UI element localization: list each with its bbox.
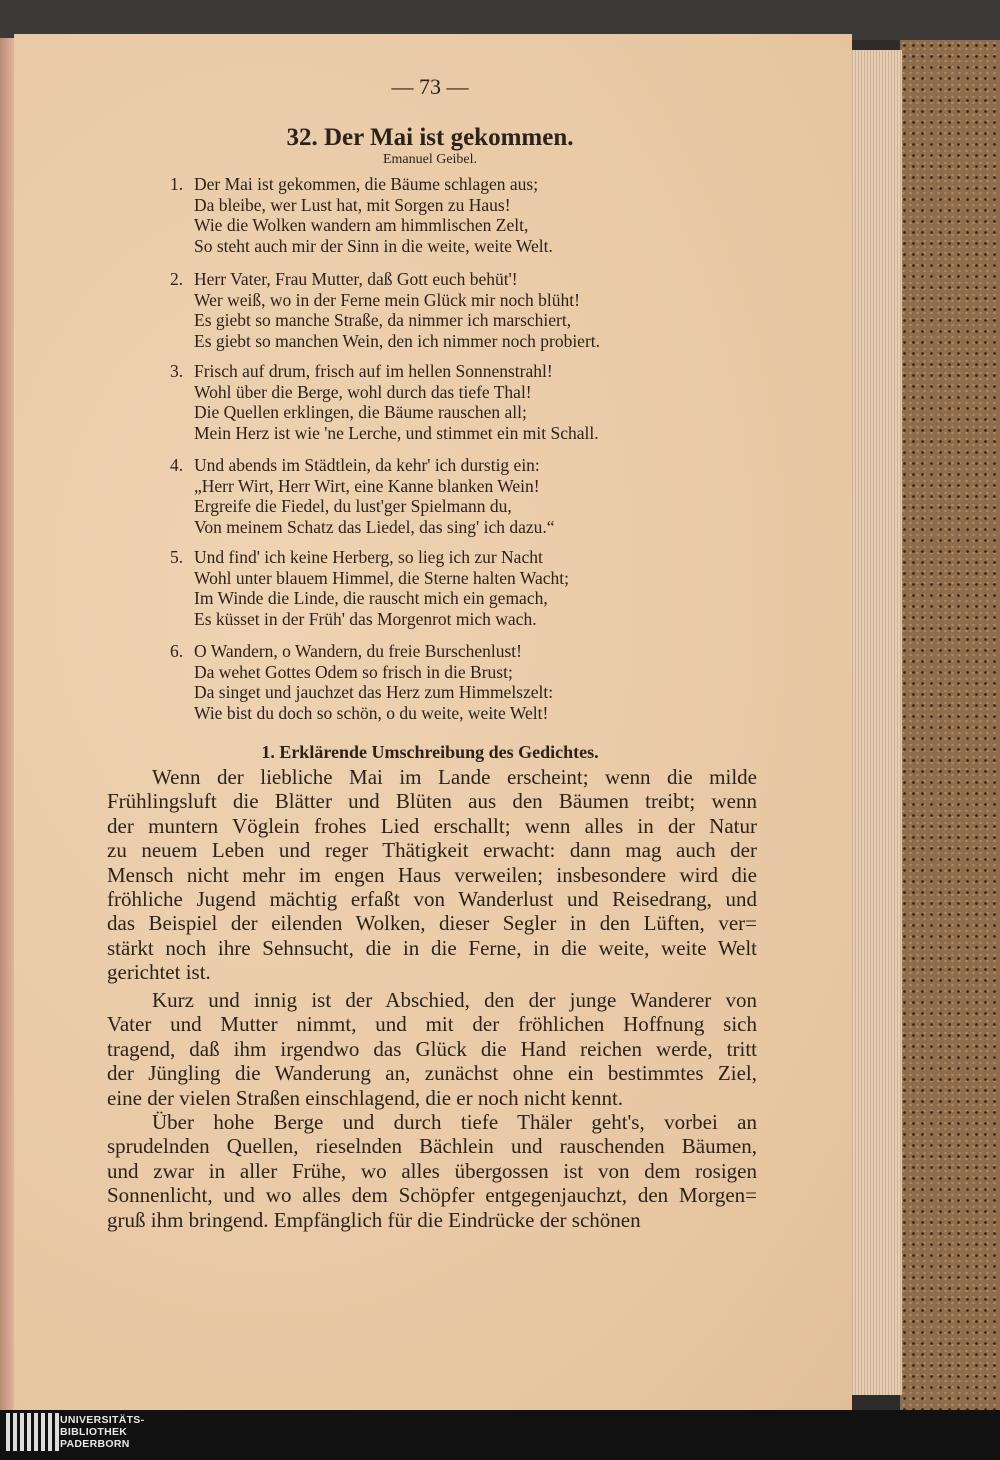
stanza-number: 2. — [170, 269, 184, 289]
verse-line: Herr Vater, Frau Mutter, daß Gott euch behüt'! — [194, 269, 518, 289]
paragraph-line: tragend, daß ihm irgendwo das Glück die Hand reichen werde, tritt — [107, 1036, 757, 1061]
paragraph-line: Wenn der liebliche Mai im Lande erscheint; wenn die milde — [152, 765, 757, 789]
stanza-number: 3. — [170, 361, 184, 381]
facing-page-edge — [0, 38, 14, 1410]
paragraph-line: Kurz und innig ist der Abschied, den der junge Wanderer von — [152, 988, 757, 1012]
paragraph-line: Sonnenlicht, und wo alles dem Schöpfer entgegenjauchzt, den Morgen= — [107, 1183, 757, 1208]
verse-line: Im Winde die Linde, die rauscht mich ein gemach, — [194, 588, 548, 608]
verse-line: Es giebt so manchen Wein, den ich nimmer noch probiert. — [194, 330, 601, 351]
poem-title: 32. Der Mai ist gekommen. — [286, 124, 574, 151]
verse-line: Es giebt so manche Straße, da nimmer ich marschiert, — [194, 310, 572, 330]
paragraph-line: Frühlingsluft die Blätter und Blüten aus den Bäumen treibt; wenn — [107, 789, 757, 814]
verse-line: Wie bist du doch so schön, o du weite, weite Welt! — [194, 702, 549, 723]
stanza-number: 5. — [170, 547, 184, 567]
paragraph-line: gerichtet ist. — [107, 960, 211, 985]
library-logo-text: UNIVERSITÄTS- BIBLIOTHEK PADERBORN — [60, 1414, 145, 1450]
verse-line: Da singet und jauchzet das Herz zum Himmelszelt: — [194, 682, 554, 702]
poem-author: Emanuel Geibel. — [382, 152, 478, 167]
page-number: — 73 — — [391, 74, 469, 99]
paragraph-line: stärkt noch ihre Sehnsucht, die in die Ferne, in die weite, weite Welt — [107, 935, 757, 960]
verse-line: Wohl unter blauem Himmel, die Sterne halten Wacht; — [194, 567, 569, 588]
paragraph-line: Über hohe Berge und durch tiefe Thäler geht's, vorbei an — [152, 1110, 757, 1134]
verse-line: Es küsset in der Früh' das Morgenrot mich wach. — [194, 608, 537, 629]
verse-line: Der Mai ist gekommen, die Bäume schlagen aus; — [194, 174, 539, 194]
verse-line: Wohl über die Berge, wohl durch das tiefe Thal! — [194, 381, 532, 402]
verse-line: Wie die Wolken wandern am himmlischen Zelt, — [194, 215, 529, 235]
verse-line: O Wandern, o Wandern, du freie Burschenlust! — [194, 641, 522, 661]
verse-line: Da wehet Gottes Odem so frisch in die Brust; — [194, 661, 513, 682]
paragraph-line: und zwar in aller Frühe, wo alles übergossen ist von dem rosigen — [107, 1158, 757, 1183]
verse-line: Frisch auf drum, frisch auf im hellen Sonnenstrahl! — [194, 361, 553, 381]
paragraph-line: Vater und Mutter nimmt, und mit der fröhlichen Hoffnung sich — [107, 1012, 757, 1037]
verse-line: „Herr Wirt, Herr Wirt, eine Kanne blanken Wein! — [194, 475, 540, 496]
verse-line: Ergreife die Fiedel, du lust'ger Spielmann du, — [194, 496, 512, 516]
stanza-number: 4. — [170, 455, 184, 475]
paragraph-line: der Jüngling die Wanderung an, zunächst ohne ein bestimmtes Ziel, — [107, 1061, 757, 1086]
library-logo-icon — [6, 1413, 59, 1451]
paragraph-line: zu neuem Leben und reger Thätigkeit erwacht: dann mag auch der — [107, 838, 757, 863]
paragraph-line: gruß ihm bringend. Empfänglich für die Eindrücke der schönen — [107, 1207, 641, 1232]
verse-line: So steht auch mir der Sinn in die weite, weite Welt. — [194, 235, 553, 256]
paragraph-line: fröhliche Jugend mächtig erfaßt von Wanderlust und Reisedrang, und — [107, 887, 757, 911]
verse-line: Wer weiß, wo in der Ferne mein Glück mir noch blüht! — [194, 289, 580, 310]
book-cover — [900, 40, 1000, 1410]
paragraph-line: der muntern Vöglein frohes Lied erschallt; wenn alles in der Natur — [107, 813, 757, 838]
stanza-number: 1. — [170, 174, 184, 194]
paragraph-line: Mensch nicht mehr im engen Haus verweilen; insbesondere wird die — [107, 862, 757, 887]
verse-line: Da bleibe, wer Lust hat, mit Sorgen zu Haus! — [194, 194, 511, 215]
page-edges — [850, 50, 902, 1395]
verse-line: Mein Herz ist wie 'ne Lerche, und stimmet ein mit Schall. — [194, 422, 599, 443]
verse-line: Von meinem Schatz das Liedel, das sing' ich dazu.“ — [194, 516, 555, 537]
paragraph-line: eine der vielen Straßen einschlagend, die er noch nicht kennt. — [107, 1085, 624, 1110]
verse-line: Und find' ich keine Herberg, so lieg ich zur Nacht — [194, 547, 543, 567]
paragraph-line: das Beispiel der eilenden Wolken, dieser Segler in den Lüften, ver= — [107, 911, 757, 936]
section-heading: 1. Erklärende Umschreibung des Gedichtes. — [261, 742, 599, 762]
footer-bar — [0, 1410, 1000, 1460]
paragraph-line: sprudelnden Quellen, rieselnden Bächlein und rauschenden Bäumen, — [107, 1134, 757, 1159]
stanza-number: 6. — [170, 641, 184, 661]
verse-line: Und abends im Städtlein, da kehr' ich durstig ein: — [194, 455, 540, 475]
verse-line: Die Quellen erklingen, die Bäume rauschen all; — [194, 402, 527, 422]
